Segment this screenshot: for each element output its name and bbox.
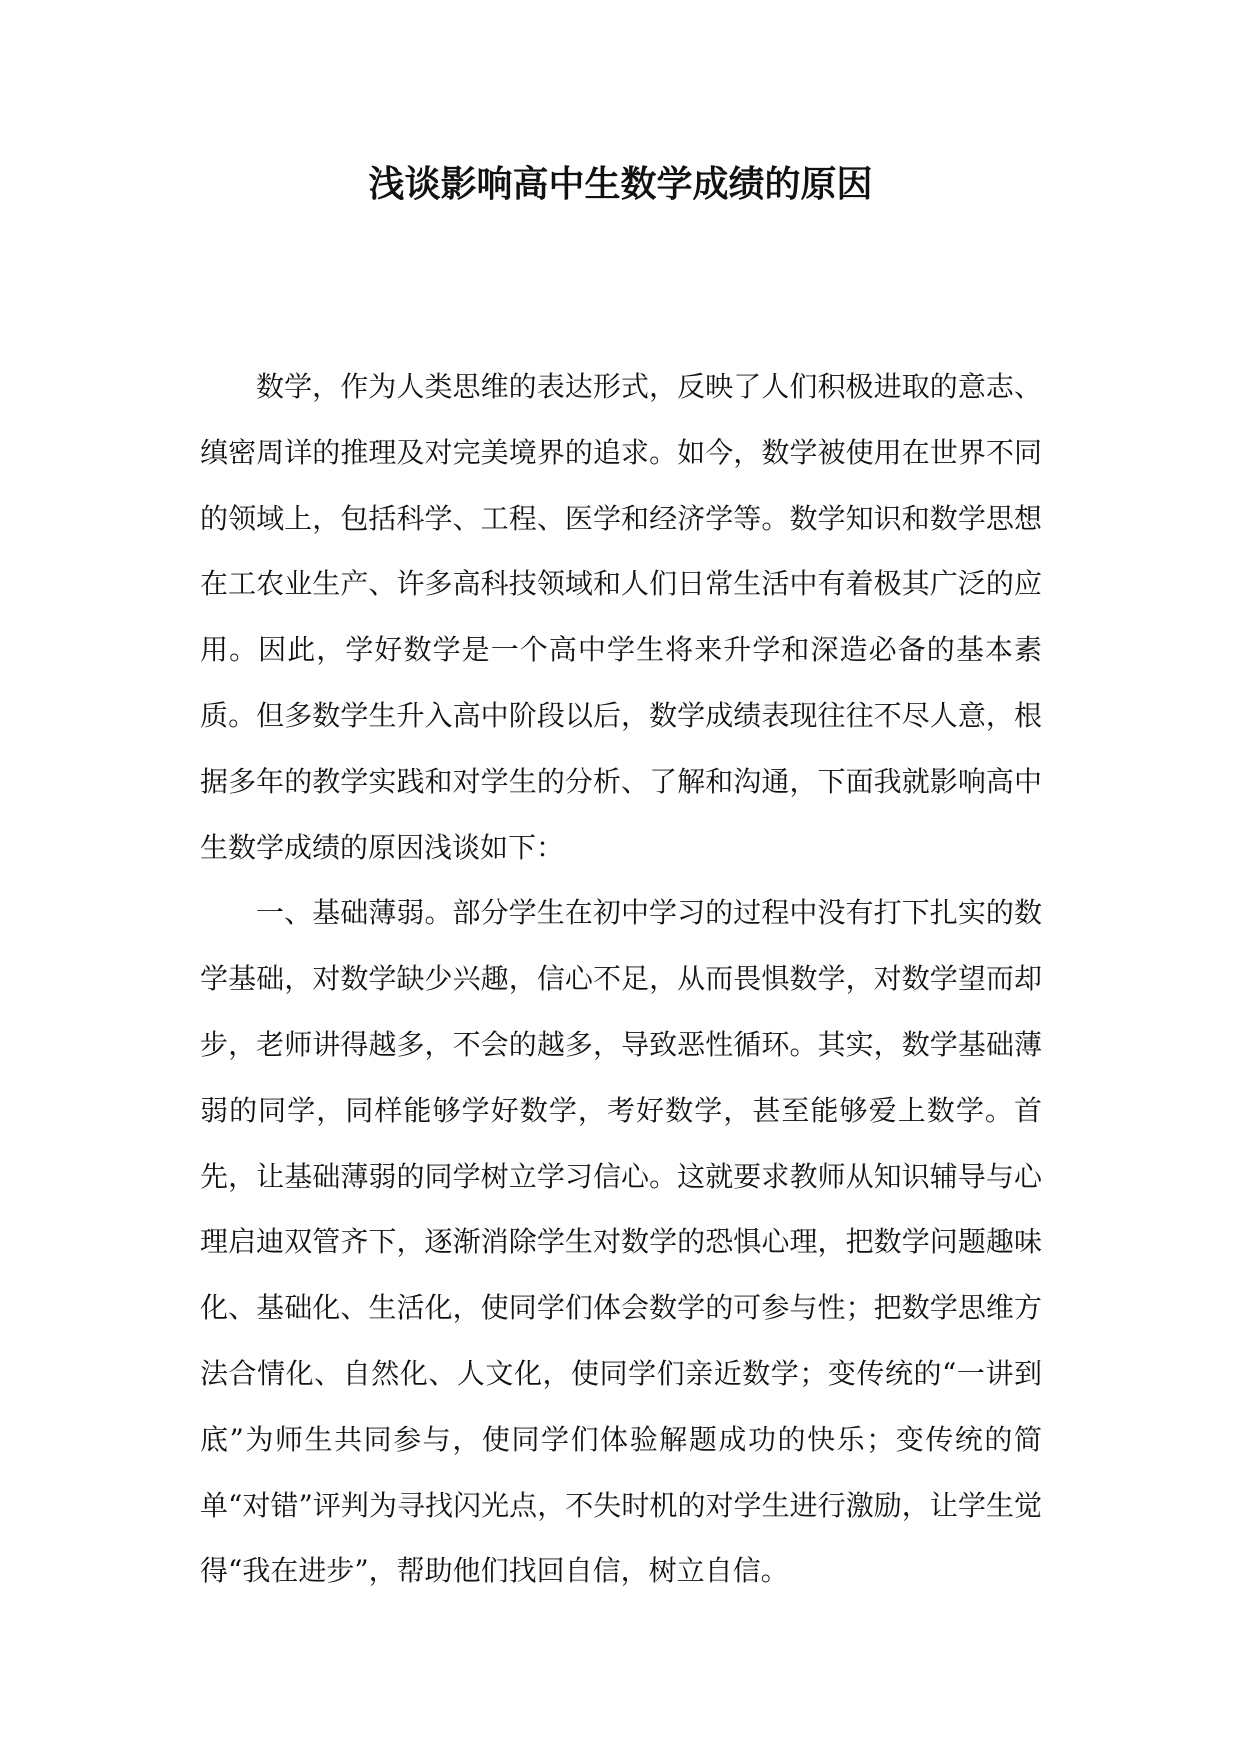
paragraph-intro: 数学，作为人类思维的表达形式，反映了人们积极进取的意志、缜密周详的推理及对完美境界的追求。如今，数学被使用在世界不同的领域上，包括科学、工程、医学和经济学等。数学知识和数学思想在工农业生产、许多高科技领域和人们日常生活中有着极其广泛的应用。因此，学好数学是一个高中学生将来升学和深造必备的基本素质。但多数学生升入高中阶段以后，数学成绩表现往往不尽人意，根据多年的教学实践和对学生的分析、了解和沟通，下面我就影响高中生数学成绩的原因浅谈如下： (200, 370, 1042, 864)
document-title: 浅谈影响高中生数学成绩的原因 (368, 163, 873, 205)
paragraph-section-one: 一、基础薄弱。部分学生在初中学习的过程中没有打下扎实的数学基础，对数学缺少兴趣，信心不足，从而畏惧数学，对数学望而却步，老师讲得越多，不会的越多，导致恶性循环。其实，数学基础薄弱的同学，同样能够学好数学，考好数学，甚至能够爱上数学。首先，让基础薄弱的同学树立学习信心。这就要求教师从知识辅导与心理启迪双管齐下，逐渐消除学生对数学的恐惧心理，把数学问题趣味化、基础化、生活化，使同学们体会数学的可参与性；把数学思维方法合情化、自然化、人文化，使同学们亲近数学；变传统的“一讲到底”为师生共同参与，使同学们体验解题成功的快乐；变传统的简单“对错”评判为寻找闪光点，不失时机的对学生进行激励，让学生觉得“我在进步”，帮助他们找回自信，树立自信。 (200, 896, 1042, 1588)
document-body (200, 354, 1042, 1604)
